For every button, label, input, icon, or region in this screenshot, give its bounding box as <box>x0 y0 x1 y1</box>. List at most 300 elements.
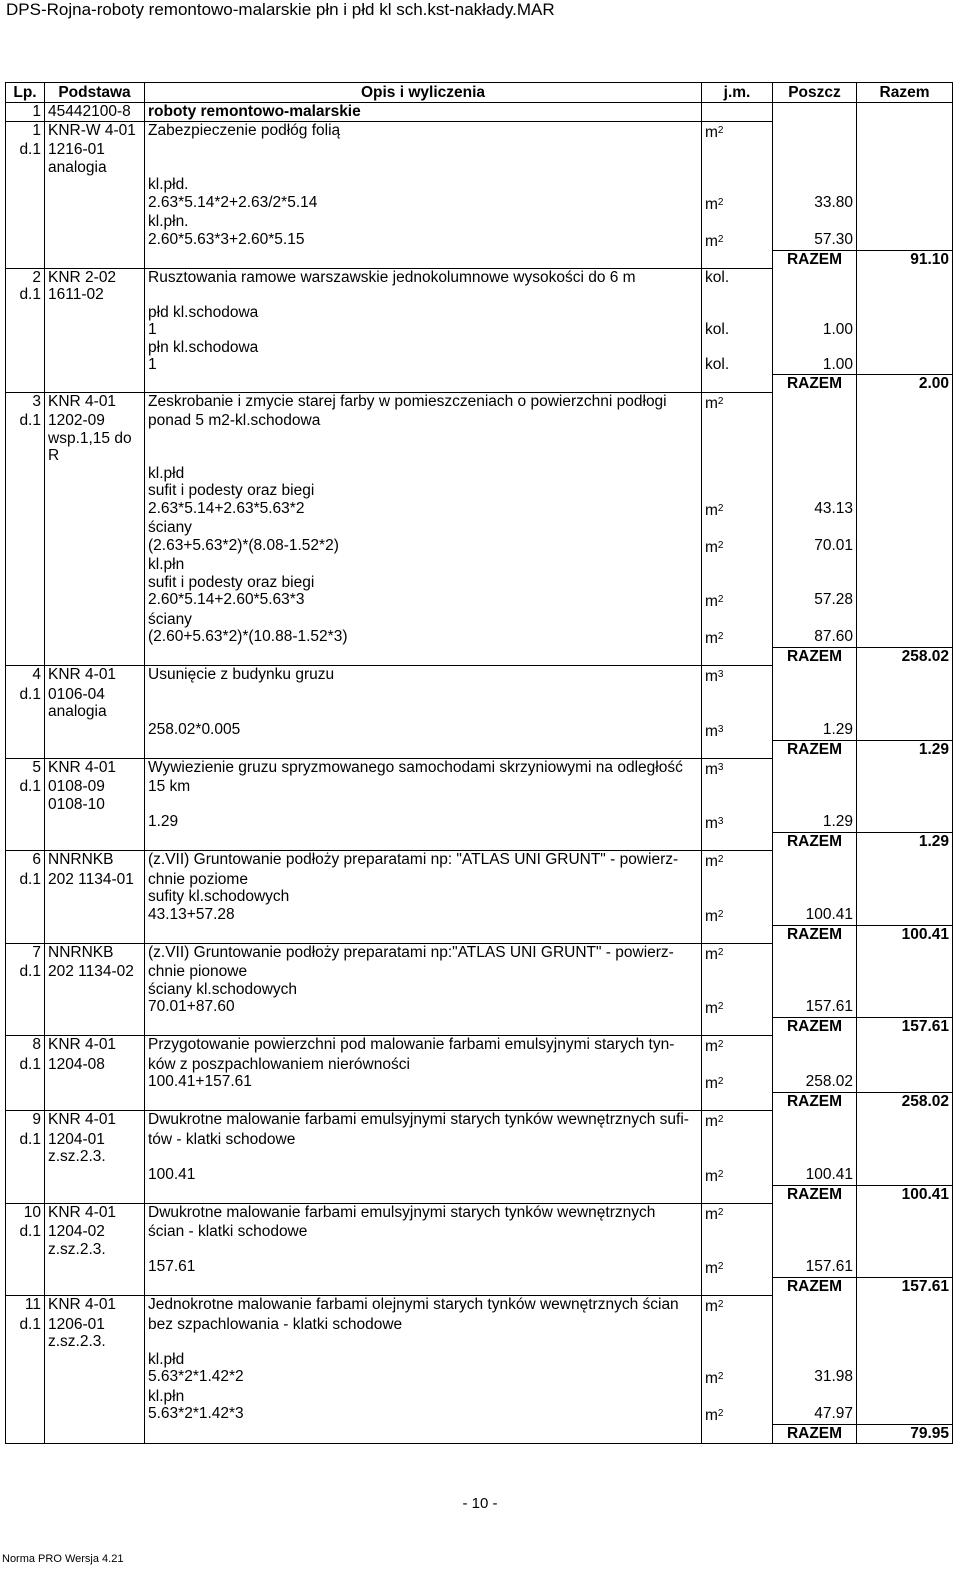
table-body <box>6 103 953 1444</box>
table-row <box>6 611 953 629</box>
row-description: Dwukrotne malowanie farbami emulsyjnymi starych tynków wewnętrznych sufi- <box>145 1111 702 1131</box>
table-row <box>6 851 953 871</box>
row-total-value: 258.02 <box>857 648 953 666</box>
row-lp: d.1 <box>6 1131 45 1149</box>
row-description: tów - klatki schodowe <box>145 1131 702 1149</box>
row-description: 1 <box>145 356 702 374</box>
row-total-value <box>857 447 953 465</box>
row-description: 1 <box>145 321 702 339</box>
row-partial-value: 31.98 <box>773 1368 857 1388</box>
row-partial-value: RAZEM <box>773 1093 857 1111</box>
row-total-value <box>857 1296 953 1316</box>
row-podstawa <box>45 465 145 483</box>
summary-row <box>6 740 953 758</box>
row-lp: 6 <box>6 851 45 871</box>
row-unit <box>702 833 773 851</box>
row-description: kl.płn. <box>145 213 702 231</box>
row-lp <box>6 703 45 721</box>
row-description <box>145 1185 702 1203</box>
row-unit: $m^3$ <box>702 666 773 686</box>
row-partial-value <box>773 703 857 721</box>
row-unit: $m^2$ <box>702 500 773 520</box>
table-row <box>6 537 953 557</box>
row-description <box>145 1425 702 1444</box>
summary-row <box>6 1018 953 1036</box>
row-lp <box>6 1388 45 1406</box>
row-unit: $m^2$ <box>702 1036 773 1056</box>
row-podstawa <box>45 176 145 194</box>
table-row <box>6 871 953 889</box>
row-lp <box>6 374 45 392</box>
row-lp <box>6 906 45 926</box>
row-total-value <box>857 176 953 194</box>
table-row <box>6 981 953 999</box>
row-unit: $m^3$ <box>702 813 773 833</box>
table-row <box>6 1368 953 1388</box>
row-lp: d.1 <box>6 1056 45 1074</box>
row-podstawa: 0106-04 <box>45 686 145 704</box>
row-partial-value: 70.01 <box>773 537 857 557</box>
row-description: sufit i podesty oraz biegi <box>145 574 702 592</box>
row-podstawa: 0108-10 <box>45 796 145 814</box>
row-lp: 3 <box>6 392 45 412</box>
row-total-value <box>857 778 953 796</box>
row-podstawa: 1204-02 <box>45 1223 145 1241</box>
row-total-value <box>857 1368 953 1388</box>
row-lp <box>6 813 45 833</box>
row-podstawa <box>45 648 145 666</box>
row-description: Zeskrobanie i zmycie starej farby w pomieszczeniach o powierzchni podłogi <box>145 392 702 412</box>
row-lp <box>6 321 45 339</box>
row-unit <box>702 1093 773 1111</box>
row-lp <box>6 231 45 251</box>
row-total-value <box>857 231 953 251</box>
row-podstawa: KNR 4-01 <box>45 1036 145 1056</box>
row-unit: $m^2$ <box>702 1258 773 1278</box>
row-unit <box>702 250 773 268</box>
row-podstawa <box>45 250 145 268</box>
row-unit <box>702 176 773 194</box>
row-unit <box>702 1018 773 1036</box>
row-partial-value <box>773 482 857 500</box>
row-partial-value <box>773 851 857 871</box>
row-description: (2.60+5.63*2)*(10.88-1.52*3) <box>145 628 702 648</box>
row-podstawa <box>45 1018 145 1036</box>
row-description: Dwukrotne malowanie farbami emulsyjnymi starych tynków wewnętrznych <box>145 1203 702 1223</box>
row-podstawa: 1204-08 <box>45 1056 145 1074</box>
row-lp <box>6 519 45 537</box>
row-lp <box>6 611 45 629</box>
row-total-value <box>857 1148 953 1166</box>
row-partial-value <box>773 1056 857 1074</box>
row-unit <box>702 963 773 981</box>
row-partial-value <box>773 666 857 686</box>
row-partial-value: 1.29 <box>773 721 857 741</box>
row-unit <box>702 1148 773 1166</box>
table-row <box>6 906 953 926</box>
page-number: - 10 - <box>462 1495 498 1512</box>
col-header-podstawa: Podstawa <box>45 83 145 103</box>
row-partial-value <box>773 686 857 704</box>
row-total-value: 258.02 <box>857 1093 953 1111</box>
row-lp: d.1 <box>6 412 45 430</box>
row-lp: 10 <box>6 1203 45 1223</box>
row-podstawa <box>45 1093 145 1111</box>
row-description: Wywiezienie gruzu spryzmowanego samochodami skrzyniowymi na odległość <box>145 758 702 778</box>
row-podstawa <box>45 906 145 926</box>
summary-row <box>6 648 953 666</box>
row-description: ściany <box>145 519 702 537</box>
row-total-value <box>857 686 953 704</box>
row-lp: d.1 <box>6 871 45 889</box>
row-lp: 5 <box>6 758 45 778</box>
table-row <box>6 1203 953 1223</box>
row-unit: $m^3$ <box>702 758 773 778</box>
row-unit <box>702 1351 773 1369</box>
row-podstawa <box>45 1185 145 1203</box>
table-row <box>6 268 953 286</box>
row-unit <box>702 1185 773 1203</box>
row-total-value <box>857 888 953 906</box>
row-podstawa <box>45 888 145 906</box>
row-unit <box>702 686 773 704</box>
row-partial-value <box>773 1333 857 1351</box>
row-description: sufit i podesty oraz biegi <box>145 482 702 500</box>
row-description: płd kl.schodowa <box>145 304 702 322</box>
row-unit <box>702 412 773 430</box>
table-row <box>6 321 953 339</box>
row-description: Przygotowanie powierzchni pod malowanie farbami emulsyjnymi starych tyn- <box>145 1036 702 1056</box>
table-row <box>6 1056 953 1074</box>
row-unit <box>702 574 773 592</box>
row-description: 70.01+87.60 <box>145 998 702 1018</box>
row-lp <box>6 1148 45 1166</box>
row-partial-value <box>773 121 857 141</box>
row-partial-value <box>773 339 857 357</box>
row-description <box>145 648 702 666</box>
row-podstawa: 202 1134-01 <box>45 871 145 889</box>
row-podstawa: KNR 4-01 <box>45 392 145 412</box>
row-partial-value: 1.00 <box>773 356 857 374</box>
table-row <box>6 176 953 194</box>
row-lp: d.1 <box>6 963 45 981</box>
row-total-value <box>857 628 953 648</box>
row-partial-value: RAZEM <box>773 1185 857 1203</box>
row-total-value <box>857 871 953 889</box>
row-description: 157.61 <box>145 1258 702 1278</box>
table-row <box>6 286 953 304</box>
summary-row <box>6 374 953 392</box>
row-description: bez szpachlowania - klatki schodowe <box>145 1316 702 1334</box>
row-podstawa: 1216-01 <box>45 141 145 159</box>
row-lp <box>6 465 45 483</box>
row-unit <box>702 374 773 392</box>
row-unit <box>702 1223 773 1241</box>
row-lp <box>6 628 45 648</box>
row-partial-value <box>773 103 857 122</box>
row-total-value <box>857 1333 953 1351</box>
row-lp <box>6 430 45 448</box>
row-total-value <box>857 141 953 159</box>
row-description: sufity kl.schodowych <box>145 888 702 906</box>
row-podstawa <box>45 981 145 999</box>
row-lp: 1 <box>6 103 45 122</box>
row-unit: $m^2$ <box>702 1405 773 1425</box>
row-podstawa <box>45 339 145 357</box>
row-description: 2.60*5.14+2.60*5.63*3 <box>145 591 702 611</box>
row-unit <box>702 482 773 500</box>
summary-row <box>6 1278 953 1296</box>
row-total-value <box>857 1258 953 1278</box>
row-podstawa <box>45 721 145 741</box>
row-unit: $m^2$ <box>702 392 773 412</box>
table-row <box>6 998 953 1018</box>
row-total-value <box>857 1316 953 1334</box>
row-partial-value <box>773 392 857 412</box>
row-unit <box>702 1131 773 1149</box>
col-header-poszcz: Poszcz <box>773 83 857 103</box>
row-podstawa <box>45 1388 145 1406</box>
row-total-value: 100.41 <box>857 1185 953 1203</box>
row-podstawa <box>45 1278 145 1296</box>
row-total-value <box>857 465 953 483</box>
row-podstawa <box>45 500 145 520</box>
row-lp <box>6 925 45 943</box>
row-partial-value: 57.28 <box>773 591 857 611</box>
table-row <box>6 1351 953 1369</box>
row-partial-value: 87.60 <box>773 628 857 648</box>
row-lp <box>6 1333 45 1351</box>
row-podstawa <box>45 1073 145 1093</box>
row-unit: $m^2$ <box>702 537 773 557</box>
row-lp <box>6 574 45 592</box>
table-row <box>6 888 953 906</box>
row-lp <box>6 796 45 814</box>
row-lp <box>6 1351 45 1369</box>
row-unit <box>702 430 773 448</box>
row-unit <box>702 304 773 322</box>
row-podstawa <box>45 740 145 758</box>
row-total-value <box>857 851 953 871</box>
row-lp <box>6 1405 45 1425</box>
row-partial-value <box>773 1203 857 1223</box>
row-lp: 4 <box>6 666 45 686</box>
row-podstawa: wsp.1,15 do <box>45 430 145 448</box>
row-description: chnie poziome <box>145 871 702 889</box>
row-lp <box>6 981 45 999</box>
row-unit <box>702 519 773 537</box>
row-total-value <box>857 721 953 741</box>
row-total-value <box>857 906 953 926</box>
row-lp: d.1 <box>6 1316 45 1334</box>
row-lp <box>6 1241 45 1259</box>
row-unit: $m^2$ <box>702 1111 773 1131</box>
row-partial-value: RAZEM <box>773 1425 857 1444</box>
table-row <box>6 412 953 430</box>
row-partial-value: 1.00 <box>773 321 857 339</box>
table-row <box>6 465 953 483</box>
row-lp <box>6 213 45 231</box>
row-total-value <box>857 1223 953 1241</box>
summary-row <box>6 1093 953 1111</box>
table-row <box>6 482 953 500</box>
row-description: 1.29 <box>145 813 702 833</box>
row-partial-value <box>773 1296 857 1316</box>
row-total-value <box>857 981 953 999</box>
row-lp <box>6 721 45 741</box>
row-lp: d.1 <box>6 141 45 159</box>
row-lp: 11 <box>6 1296 45 1316</box>
row-lp <box>6 740 45 758</box>
row-partial-value: 157.61 <box>773 1258 857 1278</box>
row-unit: $m^2$ <box>702 1368 773 1388</box>
row-partial-value: 157.61 <box>773 998 857 1018</box>
row-podstawa <box>45 925 145 943</box>
table-row <box>6 1166 953 1186</box>
row-description: (z.VII) Gruntowanie podłoży preparatami np:"ATLAS UNI GRUNT" - powierz- <box>145 943 702 963</box>
row-description: płn kl.schodowa <box>145 339 702 357</box>
row-unit <box>702 611 773 629</box>
row-unit: $m^2$ <box>702 591 773 611</box>
measurement-table <box>5 82 953 1444</box>
row-description: ponad 5 m2-kl.schodowa <box>145 412 702 430</box>
row-unit: $m^2$ <box>702 1203 773 1223</box>
row-lp <box>6 356 45 374</box>
row-unit: $m^2$ <box>702 998 773 1018</box>
row-description: Usunięcie z budynku gruzu <box>145 666 702 686</box>
row-podstawa: analogia <box>45 159 145 177</box>
row-description <box>145 447 702 465</box>
row-lp <box>6 1185 45 1203</box>
row-podstawa <box>45 1258 145 1278</box>
row-podstawa <box>45 1166 145 1186</box>
table-row <box>6 1388 953 1406</box>
row-unit <box>702 1241 773 1259</box>
row-unit <box>702 648 773 666</box>
row-partial-value <box>773 213 857 231</box>
row-total-value: 91.10 <box>857 250 953 268</box>
row-unit: $m^2$ <box>702 1166 773 1186</box>
row-unit: $m^2$ <box>702 851 773 871</box>
row-podstawa <box>45 356 145 374</box>
row-lp <box>6 500 45 520</box>
row-unit <box>702 141 773 159</box>
row-total-value <box>857 963 953 981</box>
row-partial-value <box>773 1131 857 1149</box>
row-podstawa: z.sz.2.3. <box>45 1148 145 1166</box>
row-total-value <box>857 556 953 574</box>
row-unit <box>702 159 773 177</box>
row-total-value <box>857 194 953 214</box>
table-row <box>6 1241 953 1259</box>
row-total-value: 157.61 <box>857 1278 953 1296</box>
row-description: roboty remontowo-malarskie <box>145 103 702 122</box>
row-description: kl.płn <box>145 556 702 574</box>
row-description: Rusztowania ramowe warszawskie jednokolumnowe wysokości do 6 m <box>145 268 702 286</box>
row-unit: $m^2$ <box>702 231 773 251</box>
row-podstawa: analogia <box>45 703 145 721</box>
row-lp: 9 <box>6 1111 45 1131</box>
row-total-value <box>857 430 953 448</box>
row-podstawa: KNR 4-01 <box>45 758 145 778</box>
row-description <box>145 430 702 448</box>
row-description: 5.63*2*1.42*3 <box>145 1405 702 1425</box>
summary-row <box>6 1185 953 1203</box>
row-total-value <box>857 666 953 686</box>
row-unit <box>702 1425 773 1444</box>
row-description <box>145 250 702 268</box>
row-description: 43.13+57.28 <box>145 906 702 926</box>
table-row <box>6 392 953 412</box>
row-partial-value <box>773 1223 857 1241</box>
col-header-jm: j.m. <box>702 83 773 103</box>
row-description: 2.63*5.14+2.63*5.63*2 <box>145 500 702 520</box>
row-unit: $m^2$ <box>702 194 773 214</box>
row-total-value <box>857 758 953 778</box>
row-total-value <box>857 1351 953 1369</box>
row-description: ków z poszpachlowaniem nierówności <box>145 1056 702 1074</box>
table-header-row <box>6 83 953 103</box>
row-partial-value: RAZEM <box>773 374 857 392</box>
row-total-value: 1.29 <box>857 833 953 851</box>
table-row <box>6 1036 953 1056</box>
row-partial-value <box>773 963 857 981</box>
row-unit <box>702 1278 773 1296</box>
row-partial-value <box>773 1241 857 1259</box>
row-description <box>145 740 702 758</box>
row-podstawa <box>45 1405 145 1425</box>
row-description <box>145 925 702 943</box>
row-lp <box>6 888 45 906</box>
row-partial-value <box>773 1111 857 1131</box>
row-lp <box>6 648 45 666</box>
row-total-value: 1.29 <box>857 740 953 758</box>
table-row <box>6 121 953 141</box>
row-podstawa <box>45 833 145 851</box>
row-total-value <box>857 213 953 231</box>
row-unit <box>702 703 773 721</box>
row-description: 2.63*5.14*2+2.63/2*5.14 <box>145 194 702 214</box>
row-partial-value: RAZEM <box>773 833 857 851</box>
row-podstawa: z.sz.2.3. <box>45 1333 145 1351</box>
row-lp: d.1 <box>6 1223 45 1241</box>
row-description: Jednokrotne malowanie farbami olejnymi starych tynków wewnętrznych ścian <box>145 1296 702 1316</box>
row-total-value <box>857 482 953 500</box>
row-podstawa <box>45 556 145 574</box>
row-description <box>145 141 702 159</box>
table-row <box>6 356 953 374</box>
row-total-value <box>857 1036 953 1056</box>
row-lp: 1 <box>6 121 45 141</box>
row-podstawa: z.sz.2.3. <box>45 1241 145 1259</box>
row-podstawa <box>45 194 145 214</box>
row-unit <box>702 1056 773 1074</box>
table-row <box>6 796 953 814</box>
row-unit <box>702 103 773 122</box>
row-partial-value <box>773 286 857 304</box>
row-partial-value <box>773 574 857 592</box>
row-podstawa: KNR 2-02 <box>45 268 145 286</box>
table-row <box>6 339 953 357</box>
row-description <box>145 1333 702 1351</box>
row-total-value <box>857 1131 953 1149</box>
row-podstawa: R <box>45 447 145 465</box>
row-podstawa <box>45 1368 145 1388</box>
row-partial-value: 100.41 <box>773 1166 857 1186</box>
table-row <box>6 778 953 796</box>
table-row <box>6 1111 953 1131</box>
row-description: 5.63*2*1.42*2 <box>145 1368 702 1388</box>
